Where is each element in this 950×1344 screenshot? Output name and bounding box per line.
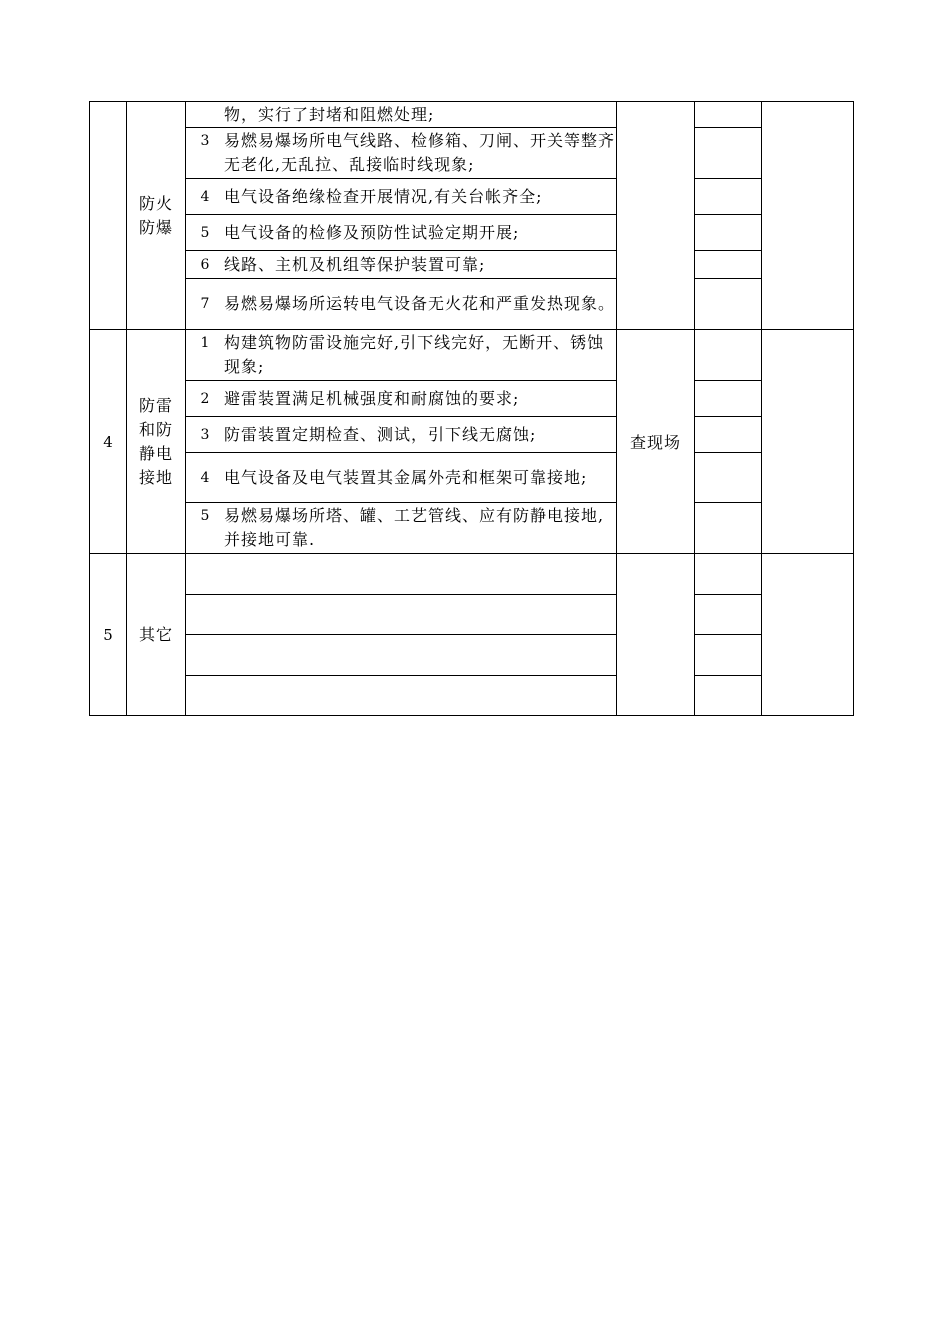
result-cell: [695, 330, 762, 381]
item-text: 线路、主机及机组等保护装置可靠;: [224, 254, 486, 274]
result-cell: [695, 128, 762, 179]
section-number: 5: [90, 554, 127, 716]
item-number: 6: [200, 256, 210, 273]
item-number: 5: [200, 508, 210, 524]
result-cell: [695, 102, 762, 128]
item-text: 电气设备及电气装置其金属外壳和框架可靠接地;: [224, 467, 588, 487]
checklist-body: [90, 102, 854, 716]
check-item: [186, 179, 617, 215]
check-item: [186, 279, 617, 330]
remark-cell: [762, 102, 854, 330]
item-number: 4: [200, 469, 210, 486]
check-method: [617, 554, 695, 716]
table-row: [90, 676, 854, 716]
check-item: [186, 453, 617, 503]
table-row: [90, 417, 854, 453]
item-text: 易燃易爆场所电气线路、检修箱、刀闸、开关等整齐无老化,无乱拉、乱接临时线现象;: [224, 131, 616, 174]
table-row: [90, 554, 854, 595]
item-number: 1: [200, 335, 210, 351]
item-number: 3: [200, 133, 210, 149]
check-item: [186, 554, 617, 595]
table-row: [90, 503, 854, 554]
check-item: [186, 102, 617, 128]
result-cell: [695, 279, 762, 330]
table-row: [90, 251, 854, 279]
section-name: [127, 102, 186, 330]
table-row: [90, 102, 854, 128]
item-text: 易燃易爆场所塔、罐、工艺管线、应有防静电接地,并接地可靠.: [224, 506, 605, 549]
item-text: 电气设备绝缘检查开展情况,有关台帐齐全;: [224, 186, 543, 206]
check-item: [186, 215, 617, 251]
table-row: [90, 179, 854, 215]
section-number: 4: [90, 330, 127, 554]
result-cell: [695, 417, 762, 453]
check-item: [186, 595, 617, 635]
remark-cell: [762, 554, 854, 716]
item-number: 3: [200, 426, 210, 443]
check-item: [186, 417, 617, 453]
checklist-table: [89, 101, 854, 716]
section-name: [127, 554, 186, 716]
table-row: [90, 330, 854, 381]
section-name-text: 防雷 和防 静电 接地: [138, 395, 173, 487]
result-cell: [695, 635, 762, 676]
check-item: [186, 330, 617, 381]
item-text: 构建筑物防雷设施完好,引下线完好，无断开、锈蚀现象;: [224, 333, 605, 376]
check-method: [617, 102, 695, 330]
item-text: 电气设备的检修及预防性试验定期开展;: [224, 222, 520, 242]
table-row: [90, 128, 854, 179]
item-text: 易燃易爆场所运转电气设备无火花和严重发热现象。: [224, 294, 616, 313]
item-number: 7: [200, 296, 210, 312]
section-number: [90, 102, 127, 330]
item-number: 4: [200, 188, 210, 205]
check-item: [186, 635, 617, 676]
result-cell: [695, 503, 762, 554]
section-name: [127, 330, 186, 554]
item-number: 5: [200, 224, 210, 241]
result-cell: [695, 251, 762, 279]
section-name-text: 其它: [138, 624, 173, 644]
table-row: [90, 635, 854, 676]
table-row: [90, 595, 854, 635]
result-cell: [695, 595, 762, 635]
check-item: [186, 251, 617, 279]
result-cell: [695, 453, 762, 503]
item-text: 物，实行了封堵和阻燃处理;: [224, 104, 435, 124]
remark-cell: [762, 330, 854, 554]
result-cell: [695, 554, 762, 595]
check-item: [186, 676, 617, 716]
check-item: [186, 503, 617, 554]
table-row: [90, 381, 854, 417]
result-cell: [695, 381, 762, 417]
table-row: [90, 215, 854, 251]
item-number: 2: [200, 390, 210, 407]
check-item: [186, 381, 617, 417]
item-text: 避雷装置满足机械强度和耐腐蚀的要求;: [224, 388, 520, 408]
result-cell: [695, 215, 762, 251]
check-item: [186, 128, 617, 179]
result-cell: [695, 179, 762, 215]
check-method: 查现场: [617, 330, 695, 554]
result-cell: [695, 676, 762, 716]
table-row: [90, 453, 854, 503]
item-text: 防雷装置定期检查、测试，引下线无腐蚀;: [224, 424, 537, 444]
table-row: [90, 279, 854, 330]
section-name-text: 防火 防爆: [138, 193, 173, 237]
